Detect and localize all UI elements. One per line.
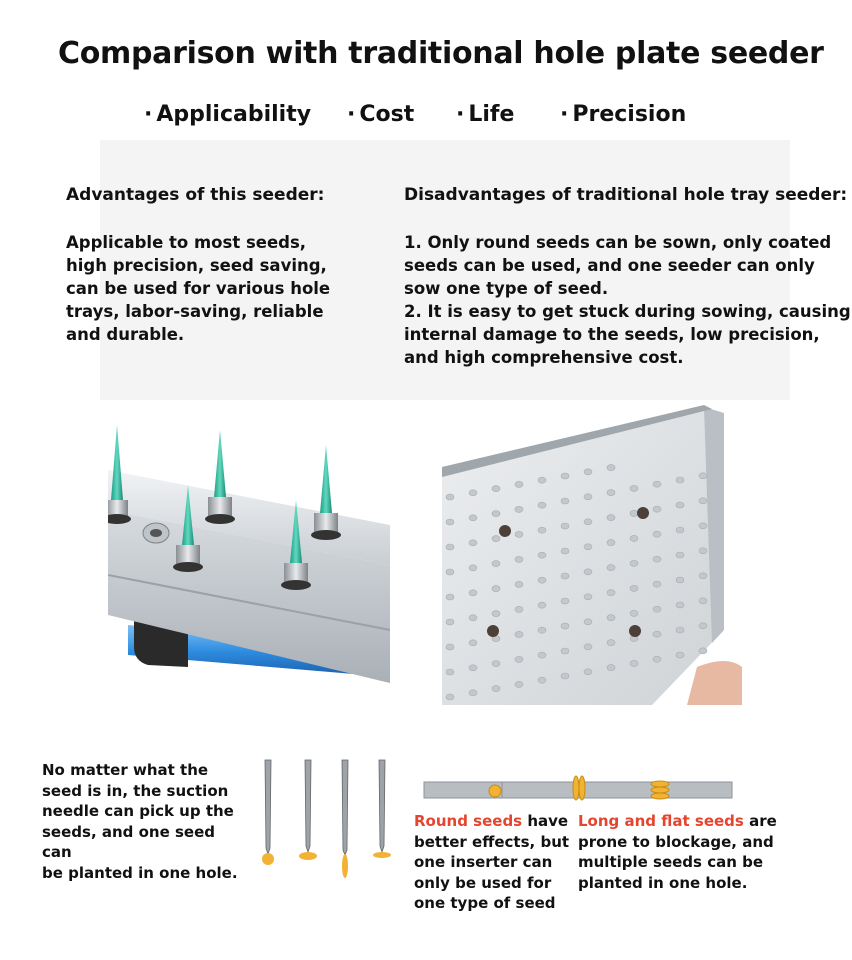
text-line [414, 811, 574, 832]
plate-hole [538, 577, 546, 583]
plate-hole [653, 581, 661, 587]
plate-hole [607, 615, 615, 621]
text-line: seeds, and one seed can [42, 822, 216, 861]
plate-hole [607, 665, 615, 671]
plate-hole [699, 598, 707, 604]
plate-hole [469, 540, 477, 546]
text-line: better effects, but [414, 832, 570, 851]
plate-hole [446, 644, 454, 650]
plate-hole [538, 677, 546, 683]
needle-icon [342, 760, 348, 878]
feature-label: Applicability [156, 102, 312, 127]
feature-label: Cost [359, 102, 415, 127]
page-title: Comparison with traditional hole plate seeder [58, 36, 824, 71]
plate-hole [515, 506, 523, 512]
plate-hole [653, 531, 661, 537]
text-line: one inserter can [414, 853, 553, 871]
plate-hole [653, 556, 661, 562]
plate-hole [446, 694, 454, 700]
plate-hole [515, 681, 523, 687]
plate-hole [653, 506, 661, 512]
plate-hole [469, 515, 477, 521]
plate-hole [676, 627, 684, 633]
plate-hole [469, 490, 477, 496]
plate-hole [653, 656, 661, 662]
text-line: No matter what the [42, 761, 209, 779]
plate-hole [584, 544, 592, 550]
plate-hole [630, 660, 638, 666]
text-line: 2. It is easy to get stuck during sowing, causing [404, 302, 851, 321]
plate-hole [584, 569, 592, 575]
text-line: one type of seed [414, 894, 556, 912]
plate-hole [653, 631, 661, 637]
text-line: high precision, seed saving, [66, 256, 327, 275]
text-line: and high comprehensive cost. [404, 348, 684, 367]
plate-hole [538, 477, 546, 483]
plate-hole [607, 465, 615, 471]
plate-hole [492, 586, 500, 592]
feature-life [456, 102, 514, 127]
plate-hole [630, 485, 638, 491]
plate-hole [653, 481, 661, 487]
plate-hole [584, 494, 592, 500]
plate-hole [630, 585, 638, 591]
plate-hole [561, 648, 569, 654]
plate-hole [561, 498, 569, 504]
text-line: planted in one hole. [578, 873, 748, 892]
plate-hole [699, 523, 707, 529]
plate-hole [561, 598, 569, 604]
plate-hole [515, 606, 523, 612]
plate-hole [515, 581, 523, 587]
plate-hole [699, 573, 707, 579]
needle-icon [373, 760, 391, 858]
plate-hole [492, 561, 500, 567]
plate-hole [699, 498, 707, 504]
feature-cost [347, 102, 414, 127]
plate-hole [469, 615, 477, 621]
plate-hole [699, 548, 707, 554]
plate-hole [515, 556, 523, 562]
feature-applicability [144, 102, 311, 127]
plate-hole [676, 477, 684, 483]
plate-hole [676, 652, 684, 658]
plate-hole [492, 536, 500, 542]
bullet-icon: · [456, 102, 465, 127]
plate-hole [538, 652, 546, 658]
text-line: only be used for [414, 873, 552, 892]
plate-hole [630, 610, 638, 616]
text-line: and durable. [66, 325, 185, 344]
flat-seeds-text [578, 811, 798, 893]
plate-hole [561, 473, 569, 479]
text-fragment: are [743, 812, 777, 830]
plate-hole [538, 552, 546, 558]
plate-hole [607, 590, 615, 596]
plate-hole [584, 594, 592, 600]
flat-seeds-highlight: Long and flat seeds [578, 812, 744, 830]
plate-hole [538, 627, 546, 633]
plate-hole [561, 523, 569, 529]
text-line: multiple seeds can be [578, 853, 764, 871]
plate-hole [515, 656, 523, 662]
plate-hole [538, 602, 546, 608]
text-line [578, 811, 798, 832]
text-fragment: have [522, 812, 569, 830]
plate-hole [515, 481, 523, 487]
plate-hole [630, 510, 638, 516]
text-line: Applicable to most seeds, [66, 233, 307, 252]
plate-hole [630, 560, 638, 566]
text-line: trays, labor-saving, reliable [66, 302, 324, 321]
plate-hole [584, 619, 592, 625]
plate-hole [561, 623, 569, 629]
needle-bar-photo [108, 415, 390, 685]
text-line: seeds can be used, and one seeder can only [404, 256, 815, 275]
bullet-icon: · [560, 102, 569, 127]
plate-hole [492, 686, 500, 692]
text-line: 1. Only round seeds can be sown, only coated [404, 233, 832, 252]
plate-hole [699, 623, 707, 629]
hole-plate-photo [442, 405, 742, 705]
bullet-icon: · [347, 102, 356, 127]
round-seeds-highlight: Round seeds [414, 812, 523, 830]
plate-hole [446, 669, 454, 675]
plate-hole [469, 565, 477, 571]
feature-label: Precision [572, 102, 687, 127]
plate-hole [630, 535, 638, 541]
plate-hole [561, 673, 569, 679]
plate-hole [515, 631, 523, 637]
needle-icon [262, 760, 274, 865]
advantages-text [66, 231, 366, 346]
plate-hole [515, 531, 523, 537]
plate-hole [607, 540, 615, 546]
needles-illustration [256, 756, 396, 880]
plate-hole [676, 552, 684, 558]
plate-hole [699, 473, 707, 479]
plate-hole [492, 486, 500, 492]
disadvantages-text [404, 231, 851, 369]
plate-hole [584, 669, 592, 675]
plate-hole [469, 665, 477, 671]
round-seeds-text [414, 811, 574, 914]
plate-hole [492, 511, 500, 517]
text-line: prone to blockage, and [578, 832, 774, 851]
feature-label: Life [468, 102, 515, 127]
bullet-icon: · [144, 102, 153, 127]
plate-hole [607, 490, 615, 496]
plate-hole [469, 590, 477, 596]
plate-hole [584, 519, 592, 525]
plate-hole [676, 527, 684, 533]
plate-hole [446, 519, 454, 525]
text-line: seed is in, the suction [42, 781, 229, 800]
disadvantages-heading: Disadvantages of traditional hole tray seeder: [404, 185, 848, 205]
plate-hole [676, 577, 684, 583]
plate-hole [446, 619, 454, 625]
plate-hole [469, 640, 477, 646]
seed-tube-icon [420, 770, 736, 804]
needle-note-text [42, 760, 242, 883]
feature-precision [560, 102, 686, 127]
needle-icon [299, 760, 317, 860]
plate-hole [607, 565, 615, 571]
plate-hole [469, 690, 477, 696]
text-line: sow one type of seed. [404, 279, 609, 298]
advantages-heading: Advantages of this seeder: [66, 185, 325, 205]
plate-hole [699, 648, 707, 654]
plate-hole [607, 640, 615, 646]
plate-hole [446, 494, 454, 500]
text-line: be planted in one hole. [42, 863, 238, 882]
text-line: needle can pick up the [42, 802, 234, 820]
plate-hole [676, 502, 684, 508]
plate-hole [446, 594, 454, 600]
plate-hole [446, 569, 454, 575]
plate-hole [492, 611, 500, 617]
plate-hole [538, 502, 546, 508]
plate-hole [561, 573, 569, 579]
text-line: can be used for various hole [66, 279, 331, 298]
plate-hole [584, 469, 592, 475]
plate-hole [446, 544, 454, 550]
plate-hole [653, 606, 661, 612]
plate-hole [561, 548, 569, 554]
plate-hole [584, 644, 592, 650]
plate-hole [676, 602, 684, 608]
plate-hole [492, 661, 500, 667]
plate-hole [607, 515, 615, 521]
text-line: internal damage to the seeds, low precision, [404, 325, 820, 344]
plate-hole [538, 527, 546, 533]
